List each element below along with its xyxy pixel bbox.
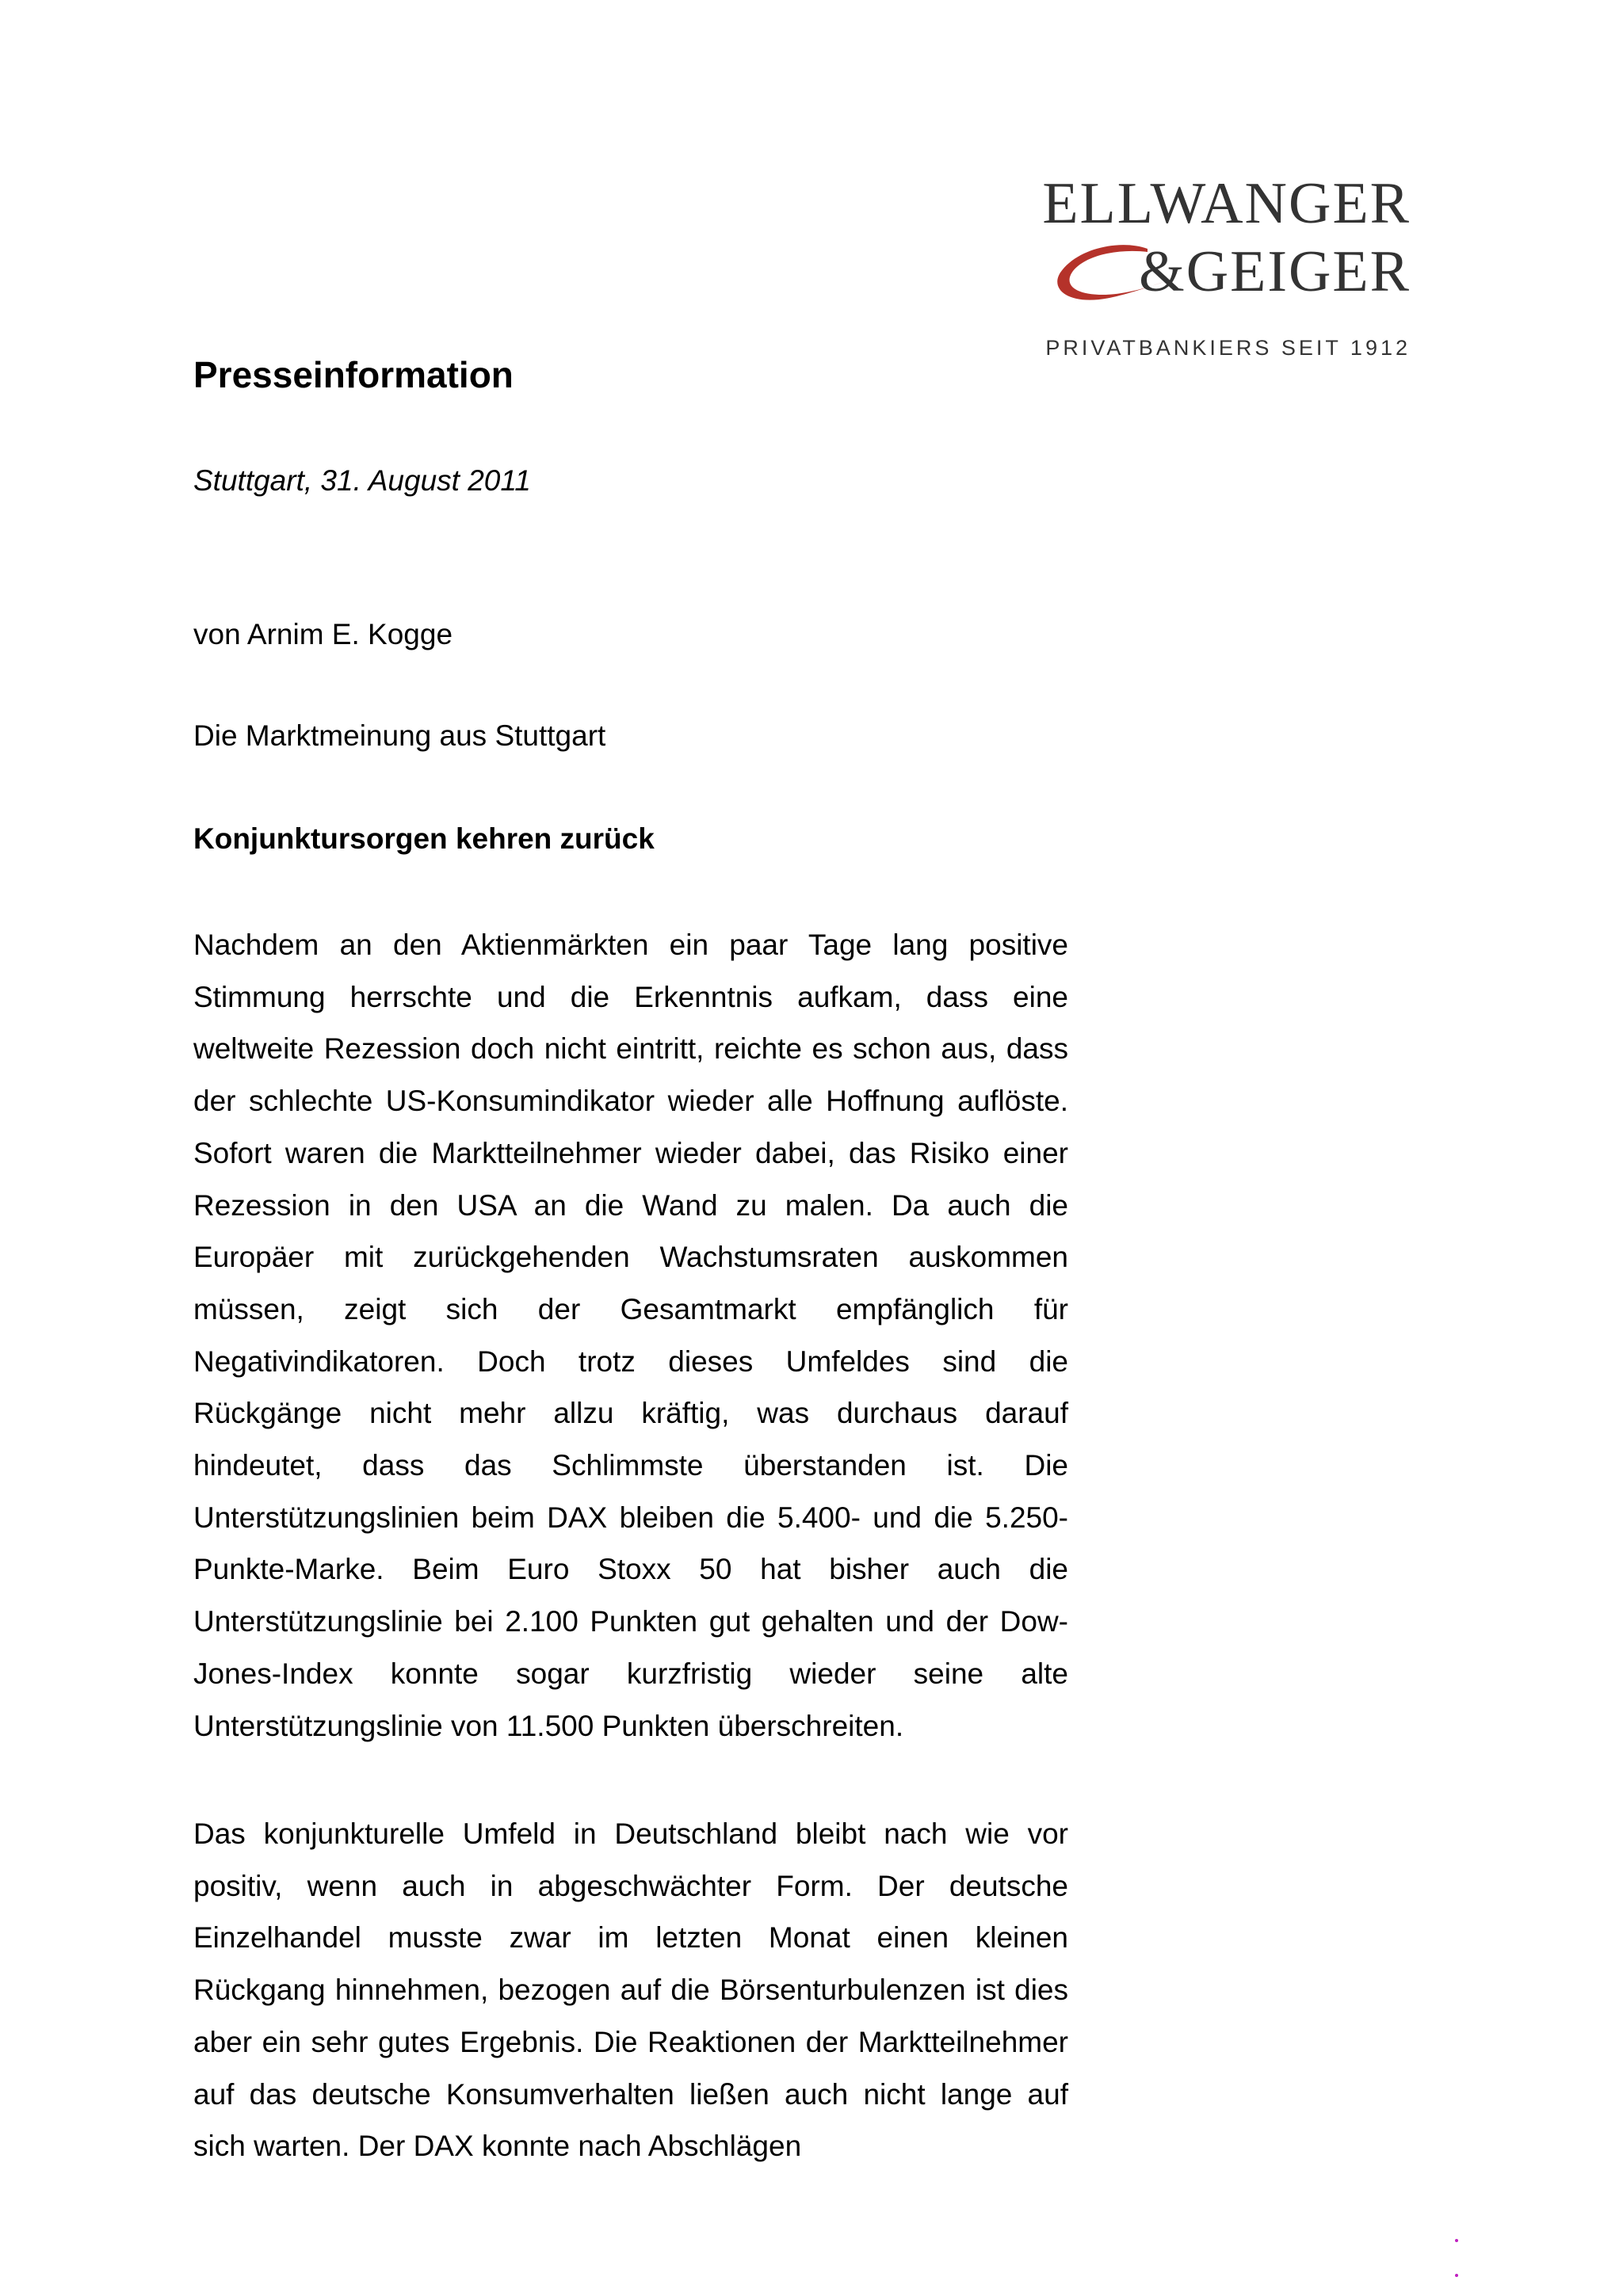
- document-heading: Presseinformation: [193, 354, 514, 395]
- page-corner-marks: [1455, 2239, 1461, 2286]
- author-line: von Arnim E. Kogge: [193, 618, 453, 650]
- logo-line-2: &GEIGER: [1139, 239, 1411, 304]
- body-paragraph: Das konjunkturelle Umfeld in Deutschland bleibt nach wie vor positiv, wenn auch in abgeschwächter Form. Der deutsche Einzelhandel musste zwar im letzten Monat einen kleinen Rückgang hinnehmen, bezogen auf die Börsenturbulenzen ist dies aber ein sehr gutes Ergebnis. Die Reaktionen der Marktteilnehmer auf das deutsche Konsumverhalten ließen auch nicht lange auf sich warten. Der DAX konnte nach Abschlägen: [193, 1817, 1068, 2163]
- corner-dot: [1455, 2239, 1458, 2242]
- dateline: Stuttgart, 31. August 2011: [193, 464, 531, 497]
- logo-line-1: ELLWANGER: [1042, 171, 1411, 236]
- logo-tagline: PRIVATBANKIERS SEIT 1912: [1045, 336, 1411, 360]
- series-title: Die Marktmeinung aus Stuttgart: [193, 719, 606, 752]
- corner-dot: [1455, 2274, 1458, 2277]
- company-logo: [1030, 171, 1411, 372]
- body-paragraph: Nachdem an den Aktienmärkten ein paar Tage lang positive Stimmung herrschte und die Erkenntnis aufkam, dass eine weltweite Rezession doch nicht eintritt, reichte es schon aus, dass der schlechte US-Konsumindikator wieder alle Hoffnung auflöste. Sofort waren die Marktteilnehmer wieder dabei, das Risiko einer Rezession in den USA an die Wand zu malen. Da auch die Europäer mit zurückgehenden Wachstumsraten auskommen müssen, zeigt sich der Gesamtmarkt empfänglich für Negativindikatoren. Doch trotz dieses Umfeldes sind die Rückgänge nicht mehr allzu kräftig, was durchaus darauf hindeutet, dass das Schlimmste überstanden ist. Die Unterstützungslinien beim DAX bleiben die 5.400- und die 5.250-Punkte-Marke. Beim Euro Stoxx 50 hat bisher auch die Unterstützungslinie bei 2.100 Punkten gut gehalten und der Dow-Jones-Index konnte sogar kurzfristig wieder seine alte Unterstützungslinie von 11.500 Punkten überschreiten.: [193, 929, 1068, 1742]
- article-title: Konjunktursorgen kehren zurück: [193, 822, 655, 855]
